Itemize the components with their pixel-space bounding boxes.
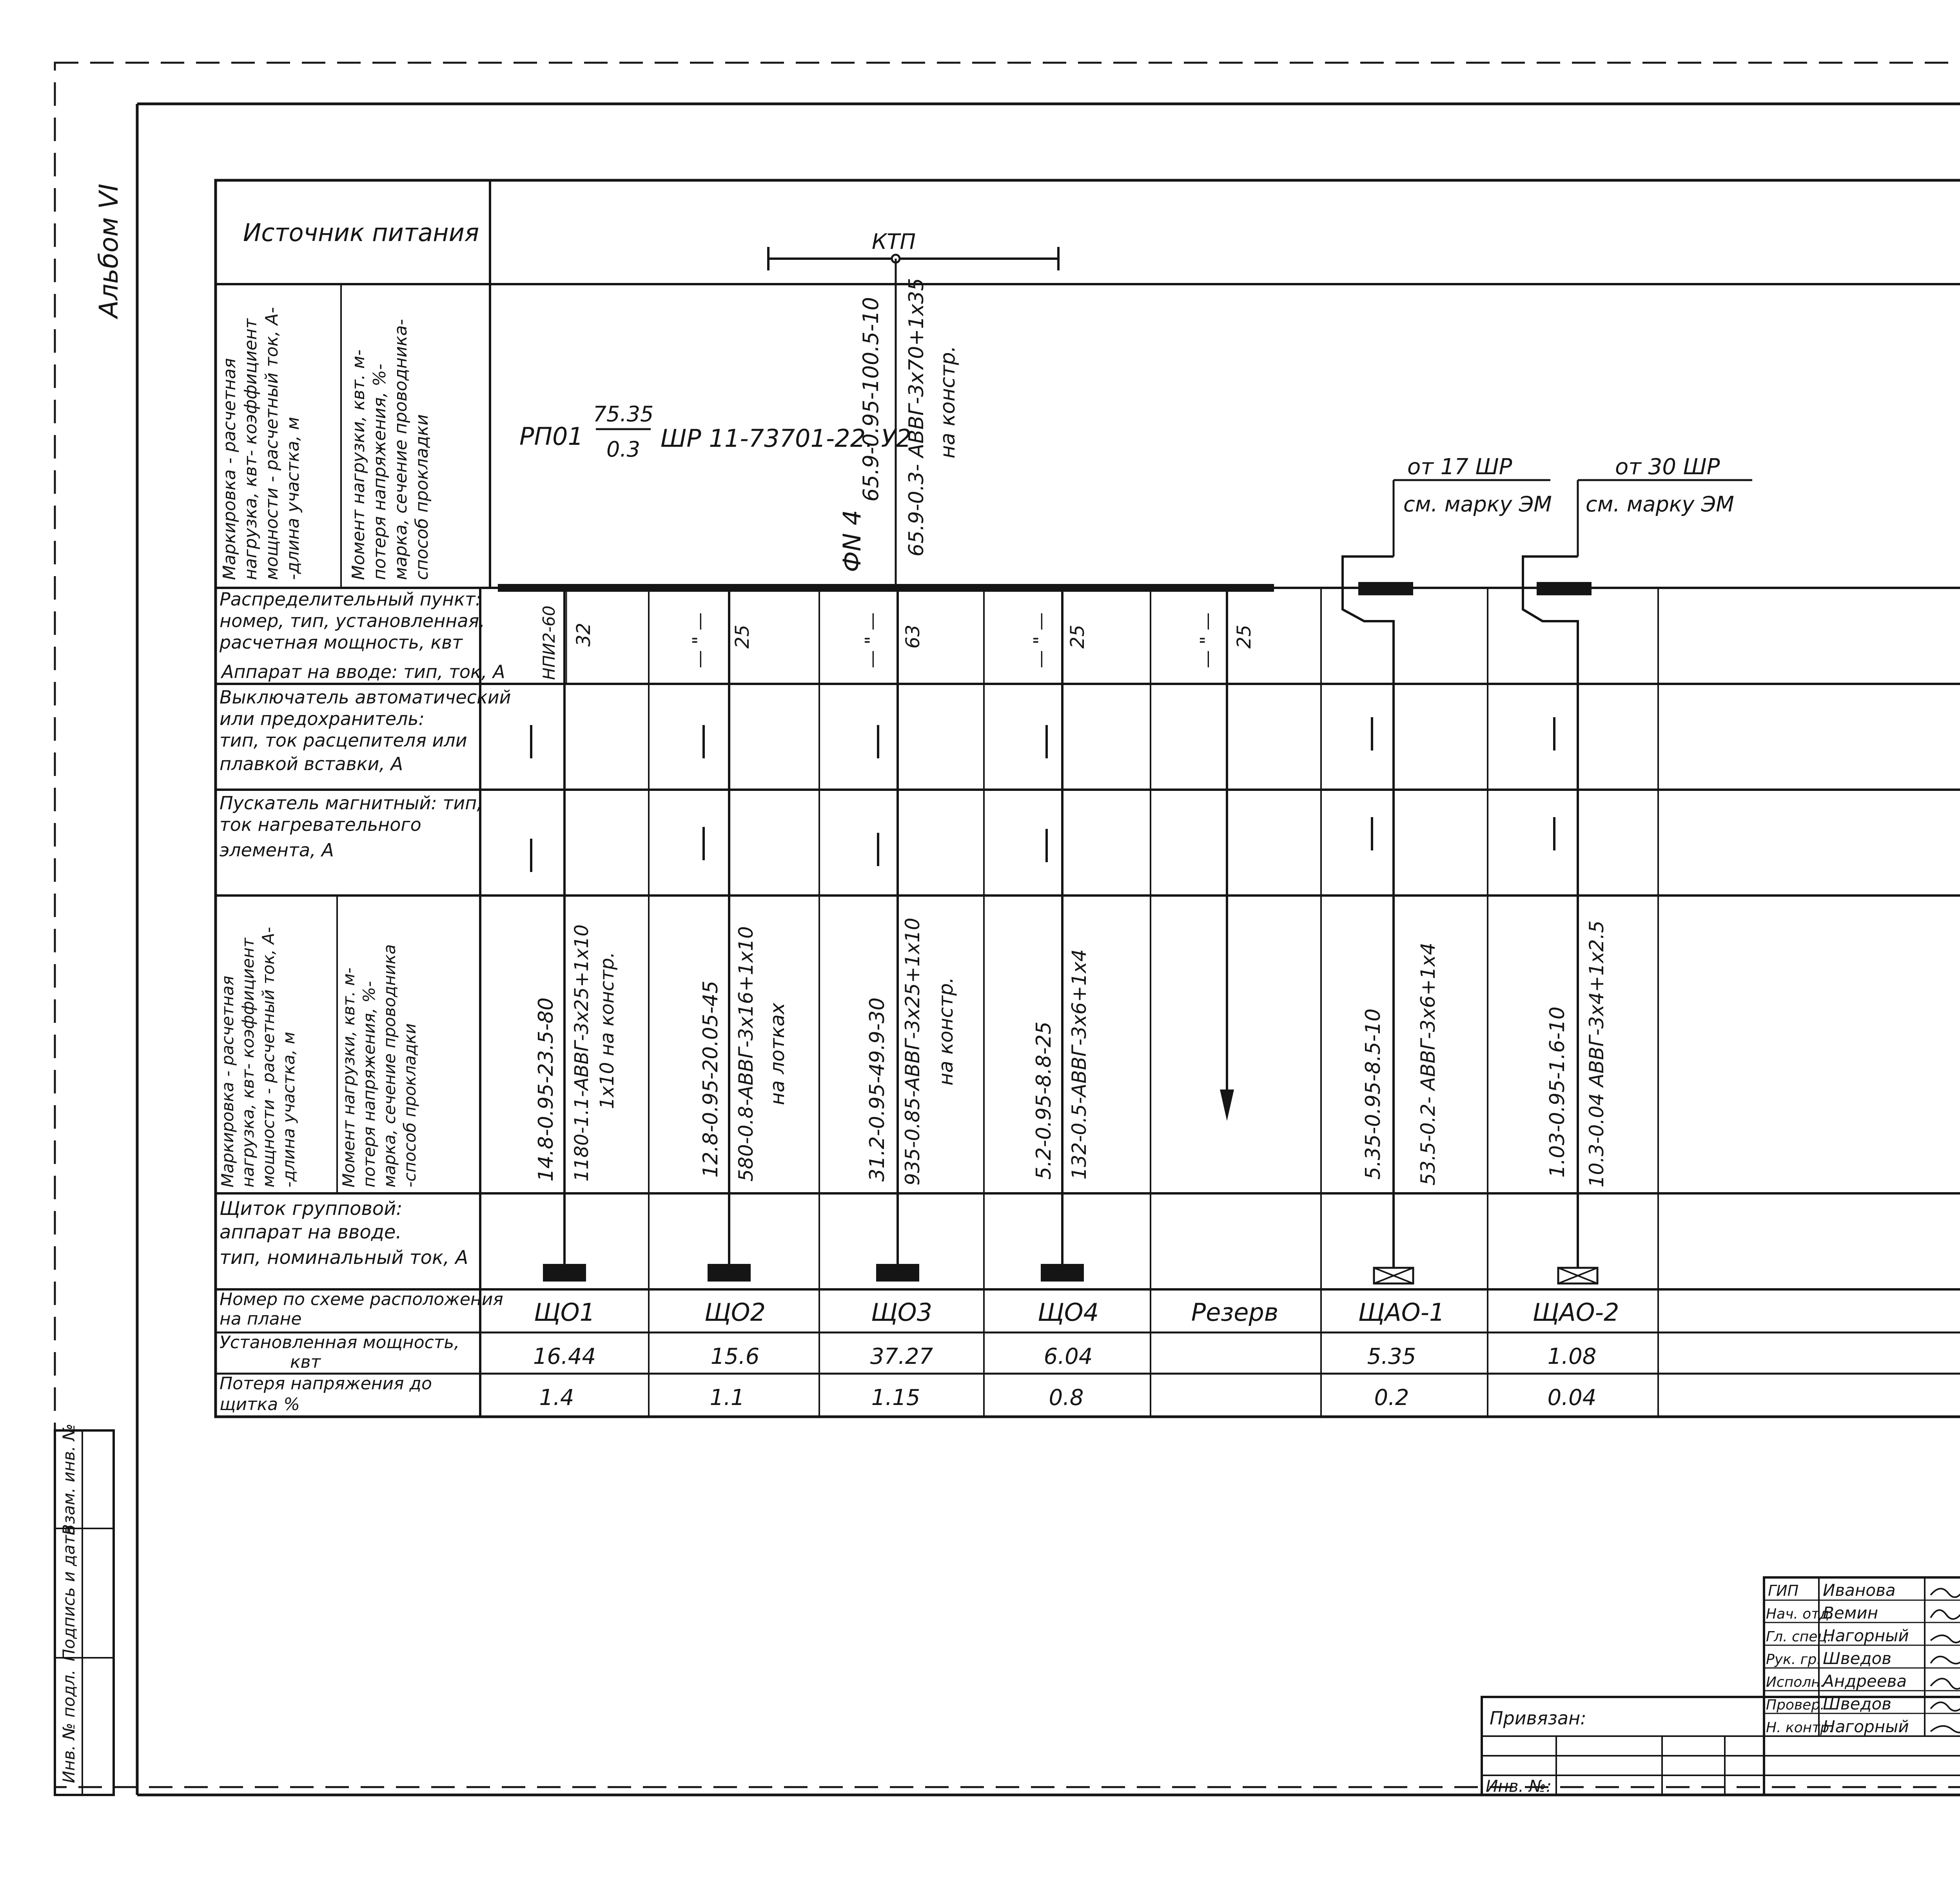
stamp-role: ГИП	[1768, 1582, 1799, 1599]
breaker-ticks	[531, 717, 1554, 872]
col7-voltage-loss: 0.04	[1547, 1385, 1597, 1410]
stamp-role: Исполн.	[1766, 1674, 1825, 1690]
rp-name: РП01	[519, 422, 583, 451]
stamp-role: Н. контр.	[1766, 1720, 1834, 1736]
row-label-plan-number: Номер по схеме расположения на плане	[220, 1289, 503, 1329]
upper-row-label-left: Маркировка - расчетная нагрузка, квт- коэффициент мощности - расчетный ток, А- -длина участка, м	[220, 307, 303, 580]
col4-voltage-loss: 0.8	[1049, 1385, 1084, 1410]
stamp-name: Шведов	[1823, 1694, 1891, 1713]
col3-input-current: 63	[902, 624, 924, 649]
column-6	[1358, 943, 1445, 1410]
col3-line-a: 31.2-0.95-49.9-30	[866, 997, 889, 1182]
col6-voltage-loss: 0.2	[1374, 1385, 1409, 1410]
col4-line-b: 132-0.5-АВВГ-3х6+1х4	[1068, 949, 1091, 1180]
col3-installed-power: 37.27	[870, 1344, 933, 1369]
row-label-voltage-loss: Потеря напряжения до щитка %	[220, 1374, 432, 1414]
col6-line-a: 5.35-0.95-8.5-10	[1361, 1008, 1385, 1180]
side-label-signature: Подпись и дата	[59, 1525, 78, 1661]
stamp-role: Нач. отд.	[1766, 1606, 1834, 1622]
col2-line-b: 580-0.8-АВВГ-3х16+1х10	[735, 926, 757, 1182]
rp-type: ШР 11-73701-22. У2	[661, 424, 911, 453]
row-label-starter: Пускатель магнитный: тип, ток нагревательного элемента, А	[220, 792, 483, 861]
col4-plan-number: ЩО4	[1037, 1298, 1099, 1327]
row-label-dist-point: Распределительный пункт: номер, тип, установленная, расчетная мощность, квт	[220, 589, 485, 653]
col7-plan-number: ЩАО-2	[1532, 1298, 1619, 1327]
stamp-role: Рук. гр.	[1766, 1651, 1821, 1668]
column-feeder-lines	[564, 592, 1234, 1268]
feeder-name: ФN 4	[838, 510, 866, 572]
col7-line-a: 1.03-0.95-1.6-10	[1546, 1006, 1569, 1178]
col1-line-b: 1180-1.1-АВВГ-3х25+1х10	[571, 924, 593, 1182]
col6-plan-number: ЩАО-1	[1358, 1298, 1445, 1327]
col2-input-type: — " —	[689, 612, 710, 668]
col3-line-b: 935-0.85-АВВГ-3х25+1х10	[901, 917, 924, 1186]
col2-line-c: на лотках	[766, 1002, 789, 1105]
stamp-signatures	[1931, 1583, 1960, 1733]
col2-voltage-loss: 1.1	[710, 1385, 745, 1410]
row-label-breaker: Выключатель автоматический или предохранитель: тип, ток расцепителя или плавкой вставки, А	[220, 687, 511, 774]
stamp-binding-label: Привязан:	[1490, 1708, 1586, 1729]
col3-voltage-loss: 1.15	[871, 1385, 920, 1410]
stamp-name: Нагорный	[1823, 1626, 1909, 1645]
source-row-label: Источник питания	[243, 218, 479, 247]
col4-line-a: 5.2-0.95-8.8-25	[1032, 1021, 1056, 1180]
col2-installed-power: 15.6	[710, 1344, 760, 1369]
col5-plan-number: Резерв	[1191, 1298, 1279, 1327]
incoming-17-line-b: см. марку ЭМ	[1403, 492, 1552, 517]
col1-plan-number: ЩО1	[534, 1298, 595, 1327]
upper-row-label-right: Момент нагрузки, квт. м- потеря напряжения, %- марка, сечение проводника- способ прокладки	[348, 319, 432, 580]
column-7	[1533, 921, 1619, 1410]
stamp-inv-label: Инв. №:	[1486, 1777, 1552, 1796]
row-label-group-left: Маркировка - расчетная нагрузка, квт- коэффициент мощности - расчетный ток, А- -длина участка, м	[218, 927, 298, 1187]
side-label-inv-orig: Инв. № подл.	[59, 1670, 78, 1783]
feeder-line-2: 65.9-0.3- АВВГ-3х70+1х35	[905, 278, 928, 557]
col3-line-c: на констр.	[935, 977, 957, 1086]
col3-plan-number: ЩО3	[871, 1298, 933, 1327]
col2-input-current: 25	[731, 624, 753, 649]
row-label-installed-power: Установленная мощность, квт	[220, 1332, 460, 1372]
rp-denominator: 0.3	[606, 437, 640, 462]
column-3	[861, 613, 957, 1410]
col1-input-current: 32	[573, 622, 595, 647]
stamp-name: Вемин	[1823, 1603, 1878, 1622]
feeder-line-3: на констр.	[936, 345, 960, 459]
rp-numerator: 75.35	[593, 402, 654, 426]
stamp-name: Андреева	[1823, 1671, 1907, 1691]
col4-input-type: — " —	[1030, 612, 1051, 668]
album-label: Альбом VI	[94, 183, 124, 318]
col1-voltage-loss: 1.4	[539, 1385, 574, 1410]
stamp-name: Иванова	[1823, 1581, 1896, 1600]
col4-input-current: 25	[1067, 624, 1089, 649]
col2-plan-number: ЩО2	[704, 1298, 766, 1327]
stamp-name: Нагорный	[1823, 1717, 1909, 1736]
column-4	[1030, 613, 1099, 1410]
col3-input-type: — " —	[861, 612, 882, 668]
row-label-group-panel: Щиток групповой: аппарат на вводе. тип, номинальный ток, А	[220, 1198, 468, 1269]
col1-line-a: 14.8-0.95-23.5-80	[534, 997, 558, 1182]
stamp-role: Гл. спец.	[1766, 1629, 1832, 1645]
col2-line-a: 12.8-0.95-20.05-45	[699, 981, 722, 1178]
col5-input-current: 25	[1233, 624, 1255, 649]
incoming-30-line-a: от 30 ШР	[1615, 454, 1720, 480]
incoming-17-line-a: от 17 ШР	[1407, 454, 1512, 480]
col1-input-type: НПИ2-60	[539, 605, 559, 680]
col6-line-b: 53.5-0.2- АВВГ-3х6+1х4	[1417, 943, 1439, 1186]
incoming-30-line-b: см. марку ЭМ	[1586, 492, 1734, 517]
row-label-group-right: Момент нагрузки, квт. м- потеря напряжения, %- марка, сечение проводника -способ прокладки	[339, 944, 419, 1187]
col7-installed-power: 1.08	[1547, 1344, 1597, 1369]
stamp-names	[1822, 1581, 1909, 1736]
stamp-role: Провер.	[1766, 1697, 1825, 1713]
column-5	[1191, 613, 1279, 1327]
col1-installed-power: 16.44	[533, 1344, 596, 1369]
col6-installed-power: 5.35	[1367, 1344, 1416, 1369]
feeder-line-1: 65.9-0.95-100.5-10	[858, 297, 883, 502]
col4-installed-power: 6.04	[1044, 1344, 1093, 1369]
row-label-dist-input: Аппарат на вводе: тип, ток, А	[221, 661, 505, 682]
col7-line-b: 10.3-0.04 АВВГ-3х4+1х2.5	[1585, 920, 1608, 1187]
col1-line-c: 1х10 на констр.	[596, 952, 618, 1109]
side-label-replace-inv: Взам. инв. №	[59, 1423, 78, 1535]
group-panel-symbols	[543, 1264, 1597, 1283]
ktp-label: КТП	[872, 229, 916, 254]
stamp-name: Шведов	[1823, 1649, 1891, 1668]
col5-input-type: — " —	[1196, 612, 1218, 668]
